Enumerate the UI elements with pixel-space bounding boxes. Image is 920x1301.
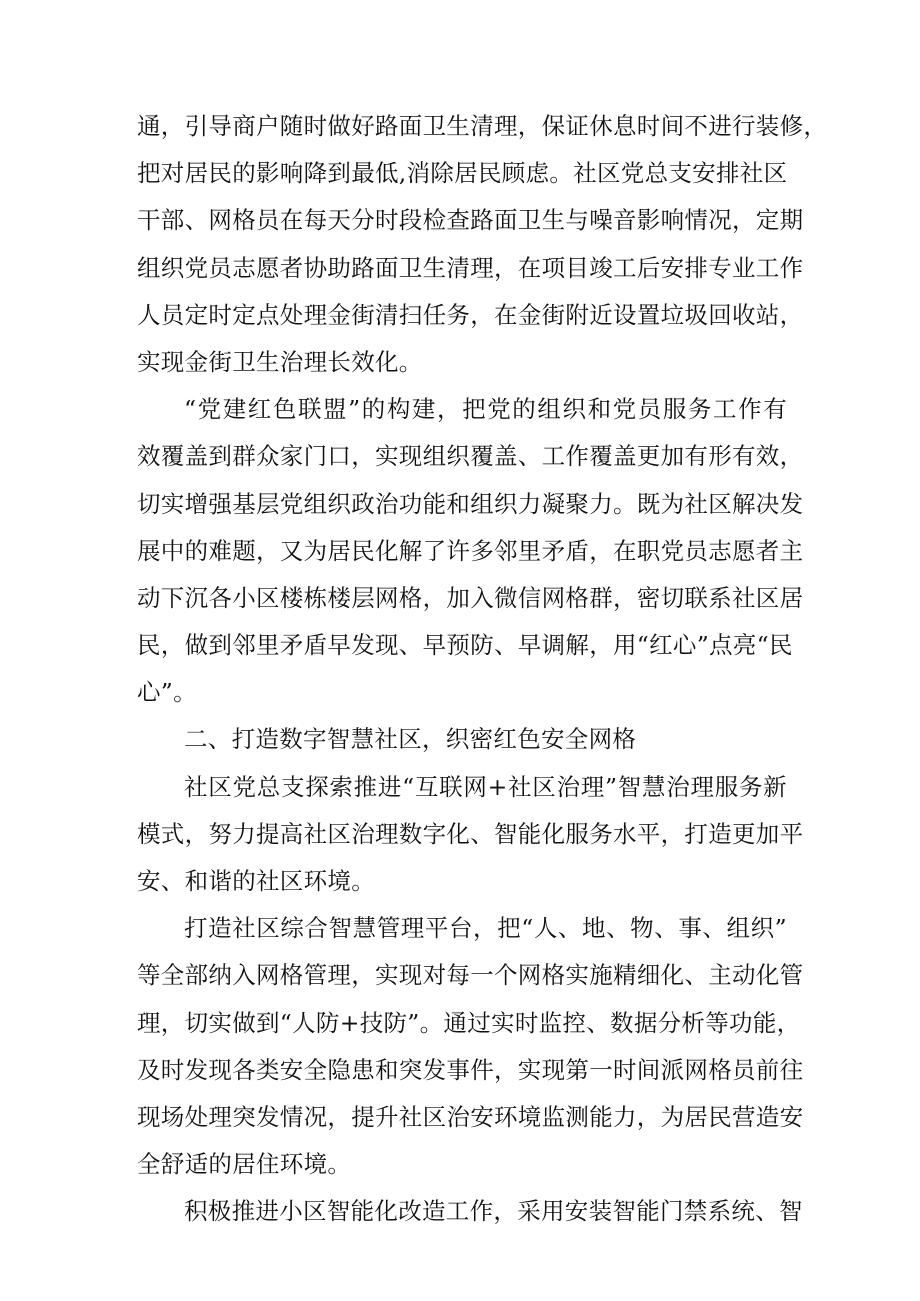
text-line: 实现金街卫生治理长效化。 <box>137 347 423 376</box>
text-line: 组织党员志愿者协助路面卫生清理，在项目竣工后安排专业工作 <box>137 253 804 282</box>
text-line: 等全部纳入网格管理，实现对每一个网格实施精细化、主动化管 <box>137 961 804 990</box>
text-line: 社区党总支探索推进“互联网+社区治理”智慧治理服务新 <box>184 772 787 801</box>
text-line: 展中的难题，又为居民化解了许多邻里矛盾，在职党员志愿者主 <box>137 536 804 565</box>
text-line: 模式，努力提高社区治理数字化、智能化服务水平，打造更加平 <box>137 819 804 848</box>
text-line: 积极推进小区智能化改造工作，采用安装智能门禁系统、智 <box>184 1197 803 1226</box>
text-line: 全舒适的居住环境。 <box>137 1150 352 1179</box>
text-line: 民，做到邻里矛盾早发现、早预防、早调解，用“红心”点亮“民 <box>137 631 793 660</box>
text-line: 人员定时定点处理金街清扫任务，在金街附近设置垃圾回收站， <box>137 300 804 329</box>
text-line: 心”。 <box>137 678 197 707</box>
text-line: 及时发现各类安全隐患和突发事件，实现第一时间派网格员前往 <box>137 1055 804 1084</box>
text-line: 动下沉各小区楼栋楼层网格，加入微信网格群，密切联系社区居 <box>137 583 804 612</box>
text-line: 安、和谐的社区环境。 <box>137 867 375 895</box>
text-line: 现场处理突发情况，提升社区治安环境监测能力，为居民营造安 <box>137 1102 804 1131</box>
text-line: 干部、网格员在每天分时段检查路面卫生与噪音影响情况，定期 <box>137 206 804 235</box>
text-line: “党建红色联盟”的构建，把党的组织和党员服务工作有 <box>184 395 787 424</box>
text-line: 理，切实做到“人防+技防”。通过实时监控、数据分析等功能， <box>137 1008 801 1037</box>
body-text <box>137 103 828 1236</box>
text-line: 切实增强基层党组织政治功能和组织力凝聚力。既为社区解决发 <box>137 489 804 518</box>
text-line: 打造社区综合智慧管理平台，把“人、地、物、事、组织” <box>184 914 787 943</box>
text-line: 通，引导商户随时做好路面卫生清理，保证休息时间不进行装修， <box>137 112 828 140</box>
text-line: 效覆盖到群众家门口，实现组织覆盖、工作覆盖更加有形有效， <box>137 442 804 471</box>
section-heading: 二、打造数字智慧社区，织密红色安全网格 <box>184 725 637 754</box>
text-line: 把对居民的影响降到最低,消除居民顾虑。社区党总支安排社区 <box>137 159 788 188</box>
